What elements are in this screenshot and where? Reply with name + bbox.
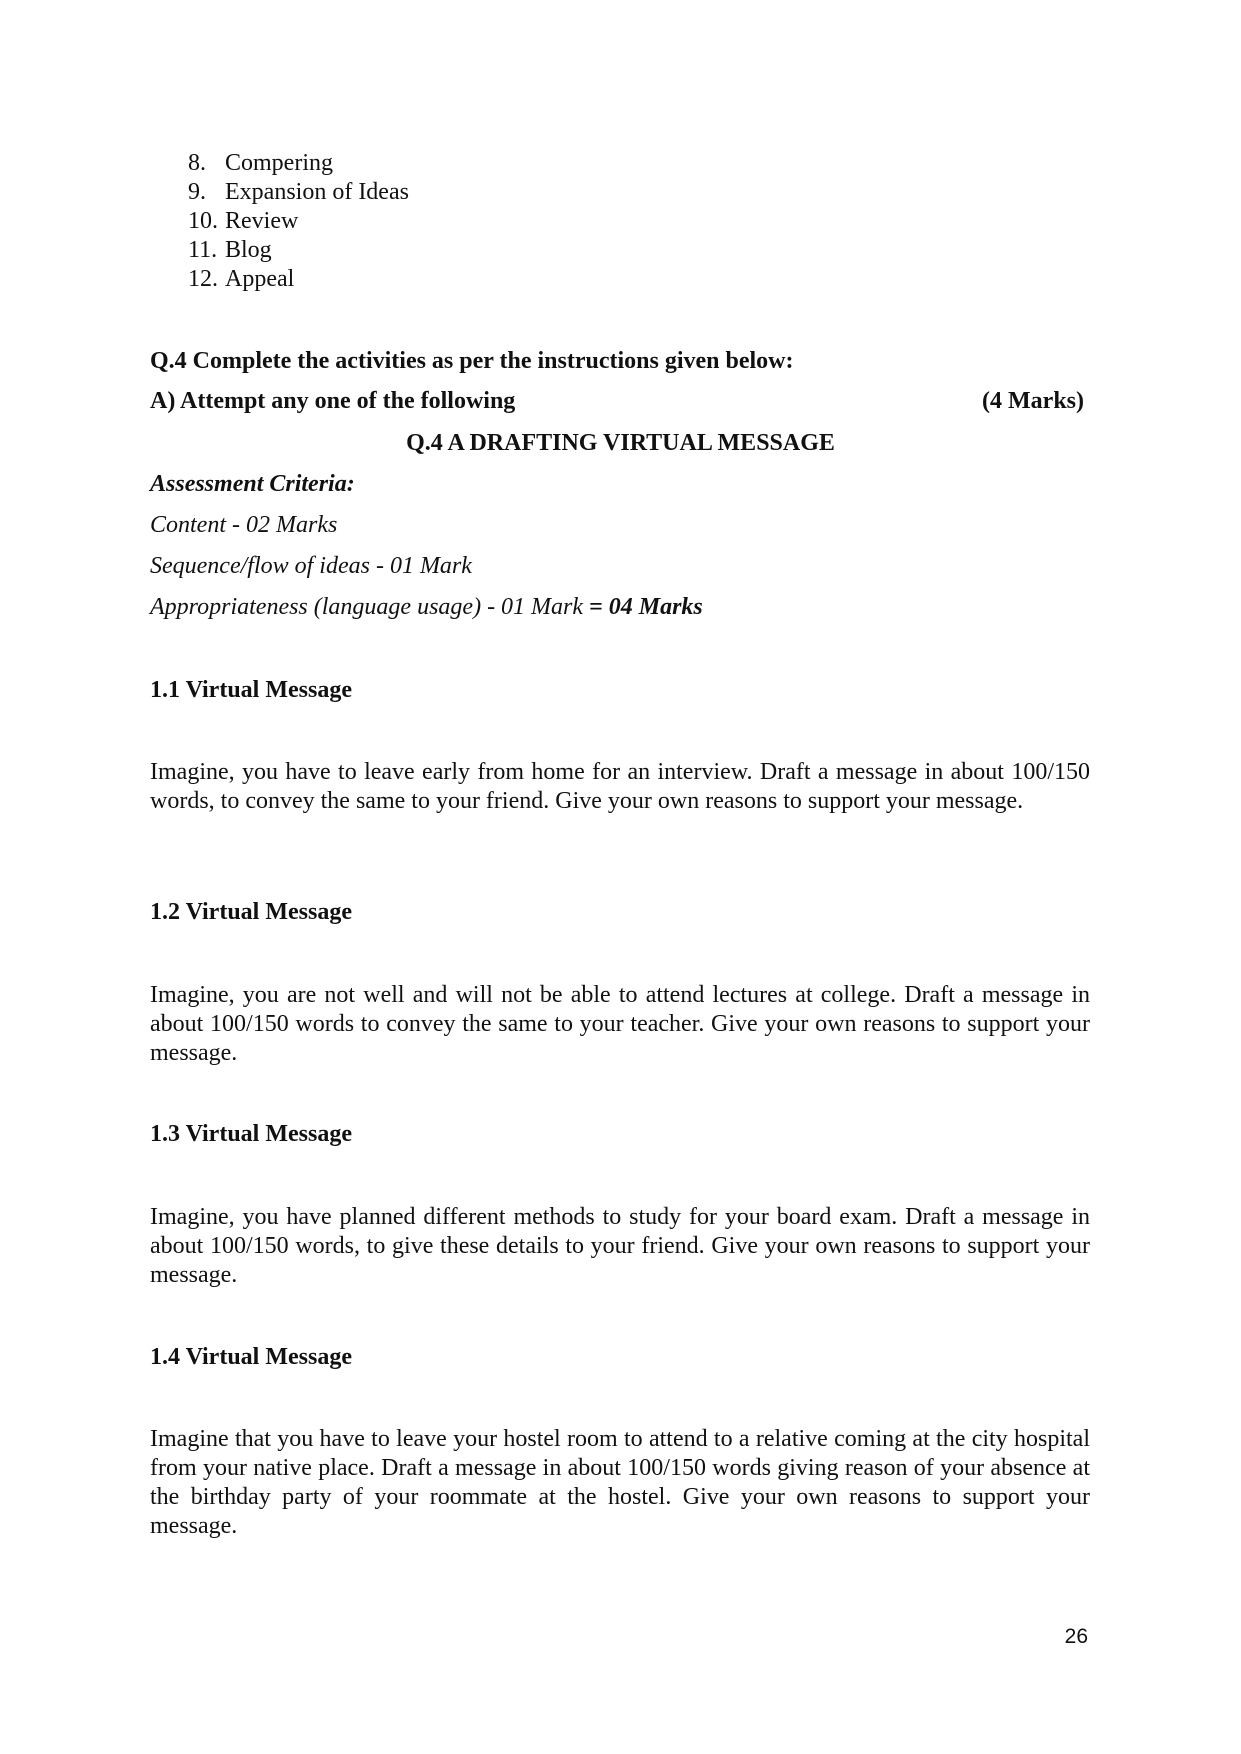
list-item-number: 11. [188,237,218,263]
list-item [188,265,409,294]
criteria-content: Content - 02 Marks [150,512,338,538]
message-heading-3: 1.3 Virtual Message [150,1121,352,1147]
criteria-title: Assessment Criteria: [150,471,355,497]
list-item-label: Compering [225,150,333,176]
criteria-total: = 04 Marks [589,594,703,620]
list-item-number: 10. [188,208,218,234]
list-item-number: 12. [188,266,218,292]
question-subheading: A) Attempt any one of the following [150,388,516,414]
message-heading-1: 1.1 Virtual Message [150,677,352,703]
message-text-2: Imagine, you are not well and will not be able to attend lectures at college. Draft a message in about 100/150 words to convey the same to your teacher. Give your own reasons to support your message. [150,982,1090,1066]
message-text-3: Imagine, you have planned different methods to study for your board exam. Draft a message in about 100/150 words, to give these details to your friend. Give your own reasons to support your message. [150,1204,1090,1288]
page-number: 26 [1064,1625,1088,1648]
list-item-label: Blog [225,237,272,263]
list-item [188,236,409,265]
list-item [188,178,409,207]
criteria-appropriateness-line [150,594,703,621]
list-item-label: Expansion of Ideas [225,179,409,205]
question-heading: Q.4 Complete the activities as per the instructions given below: [150,348,794,374]
message-heading-2: 1.2 Virtual Message [150,899,352,925]
list-item [188,207,409,236]
message-text-1: Imagine, you have to leave early from home for an interview. Draft a message in about 100/150 words, to convey the same to your friend. Give your own reasons to support your message. [150,759,1090,814]
criteria-sequence: Sequence/flow of ideas - 01 Mark [150,553,472,579]
list-item [188,149,409,178]
list-item-label: Review [225,208,299,234]
marks-label: (4 Marks) [982,388,1084,414]
list-item-number: 9. [188,179,206,205]
message-text-4: Imagine that you have to leave your hostel room to attend to a relative coming at the city hospital from your native place. Draft a message in about 100/150 words giving reason of your absence at the birthday party of your roommate at the hostel. Give your own reasons to support your message. [150,1426,1090,1539]
list-item-label: Appeal [225,266,295,292]
criteria-appropriateness: Appropriateness (language usage) - 01 Mark [150,594,590,620]
topic-list [188,149,409,294]
section-title: Q.4 A DRAFTING VIRTUAL MESSAGE [406,430,835,456]
message-heading-4: 1.4 Virtual Message [150,1344,352,1370]
list-item-number: 8. [188,150,206,176]
